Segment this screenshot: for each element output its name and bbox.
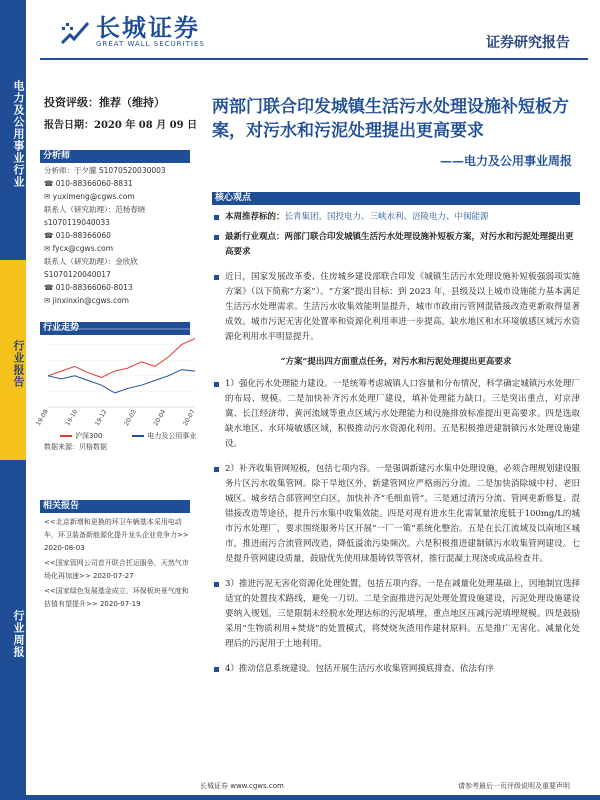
related-report-link[interactable]: <<国家管网公司首开联合托运服务，天然气市场化再加速>> 2020-07-27 — [44, 559, 189, 580]
analyst-line: ☎ 010-88366060-8831 — [44, 179, 133, 188]
recommend-row — [212, 210, 580, 225]
latest-label: 最新行业观点： — [225, 232, 285, 242]
brand-logo — [60, 16, 205, 48]
series-line-0 — [48, 338, 195, 377]
page-title: 两部门联合印发城镇生活污水处理设施补短板方案，对污水和污泥处理提出更高要求 — [212, 97, 569, 141]
latest-text: 两部门联合印发城镇生活污水处理设施补短板方案，对污水和污泥处理提出更高要求 — [225, 232, 574, 257]
side-tab-weekly: 行业周报 — [0, 460, 26, 800]
x-tick-label: 19-08 — [34, 408, 50, 428]
bullet-square-icon — [214, 667, 219, 672]
legend-label: 沪深300 — [75, 432, 103, 440]
header-divider — [40, 58, 588, 60]
analyst-line: ☎ 010-88366060-8013 — [44, 283, 133, 292]
analyst-line: ✉ fycx@cgws.com — [44, 244, 114, 253]
x-tick-label: 19-12 — [93, 408, 109, 428]
bullet-square-icon — [214, 235, 219, 240]
legend-item — [132, 431, 196, 441]
x-tick-label: 20-07 — [181, 408, 197, 428]
chart-legend — [60, 431, 196, 441]
related-report-link[interactable]: <<国家绿色发展基金成立，环保板块景气度和估值有望提升>> 2020-07-19 — [44, 587, 189, 608]
related-reports — [44, 516, 194, 613]
task-paragraph: 1）强化污水处理能力建设。一是统筹考虑城镇人口容量和分布情况，科学确定城镇污水处理厂的布局、规模。二是加快补齐污水处理厂建设，填补处理能力缺口。三是突出重点，对京津冀、长江经济带、黄河流域等重点区域污水处理能力和设施排放标准提出更高要求。四是选取缺水地区、水环境敏感区域，积极推动污水资源化利用。五是积极推进建制镇污水处理设施建设。 — [212, 377, 580, 452]
report-type: 证券研究报告 — [486, 35, 570, 51]
related-header: 相关报告 — [40, 500, 190, 513]
analyst-header: 分析师 — [40, 150, 190, 163]
analyst-info — [44, 164, 194, 307]
legend-item — [60, 431, 102, 441]
analyst-line: 联系人（研究助理）：范杨春晓 — [44, 205, 146, 214]
page-subtitle: ——电力及公用事业周报 — [439, 154, 572, 168]
recommend-list: 长青集团、国投电力、三峡水利、涪陵电力、中闽能源 — [284, 212, 489, 222]
analyst-line: S1070120040017 — [44, 270, 111, 279]
x-tick-label: 20-04 — [152, 408, 168, 428]
task-paragraph: 2）补齐收集管网短板，包括七项内容。一是强调新建污水集中处理设施，必须合理规划建设服务片区污水收集管网。除干旱地区外，新建管网应严格雨污分流。二是加快消除城中村、老旧城区、城乡结合部管网空白区，加快补齐“毛细血管”。三是通过清污分流、管网更新修复、混错接改造等途径，提升污水集中收集效能。四是对现有进水生化需氧量浓度低于100mg/L的城市污水处理厂，要求围绕服务片区开展“一厂一策”系统化整治。五是在长江流域及以南地区城市，推进雨污合流管网改造，降低溢流污染频次。六是积极推进建制镇污水收集管网建设。七是提升管网建设质量，鼓励优先使用球墨铸铁等管材，推行混凝土现浇或成品检查井。 — [212, 462, 580, 567]
bullet-square-icon — [214, 215, 219, 220]
analyst-line: 联系人（研究助理）：金欣欣 — [44, 257, 138, 266]
chart-source: 数据来源：贝格数据 — [44, 443, 107, 451]
legend-label: 电力及公用事业 — [147, 432, 197, 440]
latest-row — [212, 230, 580, 260]
side-tab-industry: 电力及公用事业行业 — [0, 0, 26, 260]
analyst-line: s1070119040033 — [44, 218, 110, 227]
core-header: 核心观点 — [212, 192, 580, 205]
brand-name-cn: 长城证券 — [96, 14, 200, 42]
bullet-square-icon — [214, 382, 219, 387]
task-paragraph: 4）推动信息系统建设。包括开展生活污水收集管网摸底排查、依法有序 — [212, 662, 580, 677]
trend-chart — [34, 325, 200, 430]
intro-paragraph: 近日，国家发展改革委、住房城乡建设部联合印发《城镇生活污水处理设施补短板强弱项实施方案》（以下简称“方案”）。“方案”提出目标：到 2023 年，县级及以上城市设施能力基本满足生活污水处理需求。生活污水收集效能明显提升，城市市政雨污管网混错接改造更新取得显著成效。城市污泥无害化处置率和资源化利用率进一步提高。缺水地区和水环境敏感区域污水资源化利用水平明显提升。 — [212, 270, 580, 345]
analyst-line: ☎ 010-88366060 — [44, 231, 111, 240]
rating: 投资评级：推荐（维持） — [44, 96, 165, 109]
brand-name-en: GREAT WALL SECURITIES — [96, 40, 205, 48]
x-tick-label: 19-10 — [64, 408, 80, 428]
series-line-1 — [48, 370, 195, 393]
footer-bar — [0, 795, 600, 800]
bullet-square-icon — [214, 467, 219, 472]
analyst-line: ✉ jinxinxin@cgws.com — [44, 296, 129, 305]
bullet-square-icon — [214, 582, 219, 587]
x-tick-label: 20-02 — [123, 408, 138, 428]
recommend-label: 本周推荐标的： — [225, 212, 285, 222]
report-date: 报告日期：2020 年 08 月 09 日 — [44, 120, 198, 131]
footer-url[interactable]: 长城证券 www.cgws.com — [200, 782, 284, 790]
trend-header: 行业走势 — [40, 322, 190, 335]
brand-mark-icon — [60, 17, 90, 47]
footer-note: 请参考最后一页评级说明及重要声明 — [458, 782, 570, 790]
bullet-square-icon — [214, 275, 219, 280]
related-report-link[interactable]: <<北京新增和更换的环卫车辆基本采用电动车，环卫装备新能源化提升龙头企业竞争力>> 2020-08-03 — [44, 518, 189, 552]
core-content — [212, 192, 580, 677]
analyst-line: ✉ yuximeng@cgws.com — [44, 192, 135, 201]
side-tab-report: 行业报告 — [0, 260, 26, 460]
task-paragraph: 3）推进污泥无害化资源化处理处置，包括五项内容。一是在减量化处理基础上，因地制宜选择适宜的处置技术路线，避免一刀切。二是全面推进污泥处理处置设施建设，污泥处理设施建设要纳入规划。三是限制未经脱水处理达标的污泥填埋，重点地区压减污泥填埋规模。四是鼓励采用“生物质利用+焚烧”的处置模式，将焚烧灰渣用作建材原料。五是推广无害化、减量化处理后的污泥用于土地利用。 — [212, 577, 580, 652]
tasks-heading: “方案”提出四方面重点任务，对污水和污泥处理提出更高要求 — [280, 357, 512, 367]
analyst-line: 分析师：于夕朦 S1070520030003 — [44, 166, 166, 175]
